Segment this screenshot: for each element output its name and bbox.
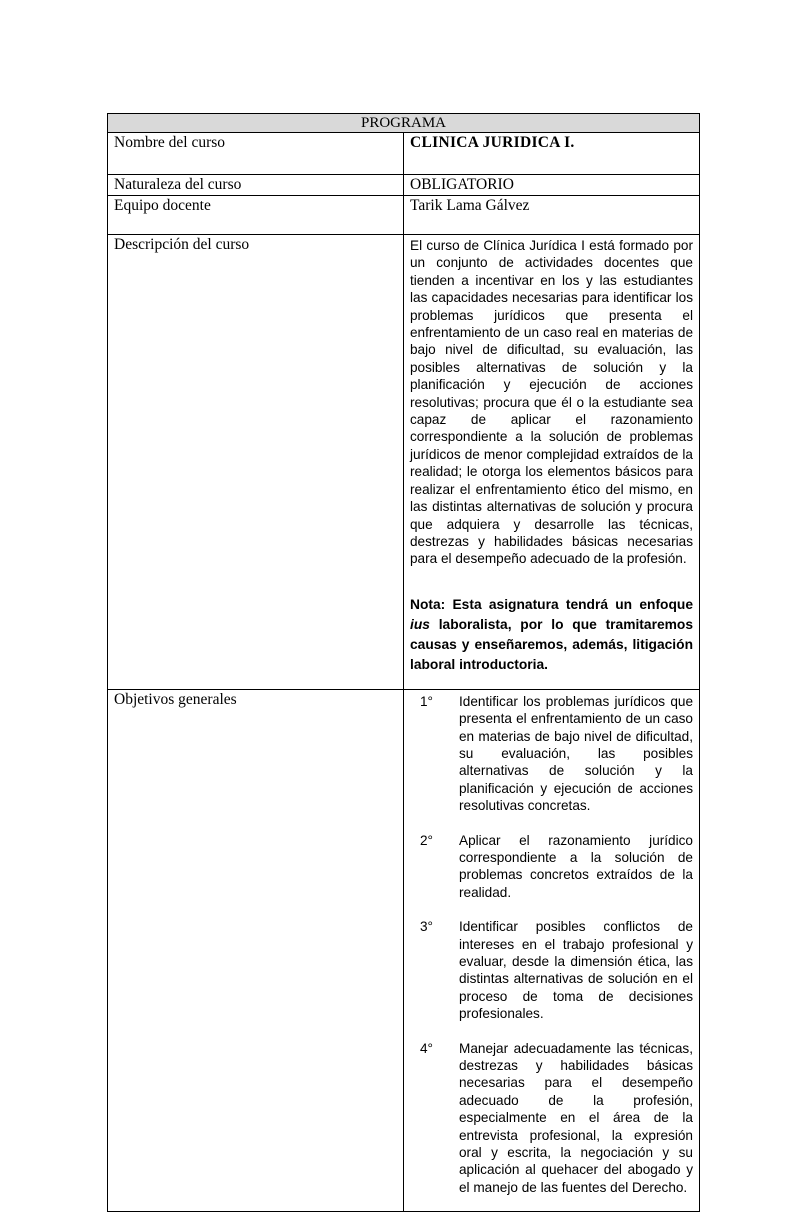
general-objectives-cell <box>404 689 700 1212</box>
course-description-text: El curso de Clínica Jurídica I está formado por un conjunto de actividades docentes que tienden a incentivar en los y las estudiantes las capacidades necesarias para identificar los problemas jurídicos que presenta el enfrentamiento de un caso real en materias de bajo nivel de dificultad, su evaluación, las posibles alternativas de solución y la planificación y ejecución de acciones resolutivas; procura que él o la estudiante sea capaz de aplicar el razonamiento correspondiente a la solución de problemas jurídicos de menor complejidad extraídos de la realidad; le otorga los elementos básicos para realizar el enfrentamiento ético del mismo, en las distintas alternativas de solución y procura que adquiera y desarrolle las técnicas, destrezas y habilidades básicas necesarias para el desempeño adecuado de la profesión. <box>410 238 693 567</box>
objective-number: 1° <box>420 693 433 709</box>
course-note <box>410 595 693 689</box>
course-name-value: CLINICA JURIDICA I. <box>404 133 700 175</box>
course-note-italic: ius <box>410 616 430 632</box>
general-objectives-label: Objetivos generales <box>108 689 404 1212</box>
objective-number: 4° <box>420 1040 433 1056</box>
course-note-prefix: Nota: Esta asignatura tendrá un enfoque <box>410 596 693 612</box>
program-table <box>107 113 700 1212</box>
objective-number: 3° <box>420 919 433 935</box>
objective-item <box>410 832 693 902</box>
objective-text: Identificar los problemas jurídicos que presenta el enfrentamiento de un caso en materias de bajo nivel de dificultad, su evaluación, las posibles alternativas de solución y la planificación y ejecución de acciones resolutivas concretas. <box>459 693 693 814</box>
course-note-suffix: laboralista, por lo que tramitaremos causas y enseñaremos, además, litigación laboral introductoria. <box>410 616 693 672</box>
teaching-team-label: Equipo docente <box>108 196 404 235</box>
course-nature-label: Naturaleza del curso <box>108 175 404 196</box>
table-header: PROGRAMA <box>108 114 700 133</box>
objective-item <box>410 918 693 1022</box>
course-description-label: Descripción del curso <box>108 235 404 690</box>
course-description-cell <box>404 235 700 690</box>
objective-text: Identificar posibles conflictos de intereses en el trabajo profesional y evaluar, desde la dimensión ética, las distintas alternativas de solución en el proceso de toma de decisiones profesionales. <box>459 919 693 1022</box>
objective-number: 2° <box>420 832 433 848</box>
objective-text: Manejar adecuadamente las técnicas, destrezas y habilidades básicas necesarias para el desempeño adecuado de la profesión, especialmente en el área de la entrevista profesional, la expresión oral y escrita, la negociación y su aplicación al quehacer del abogado y el manejo de las fuentes del Derecho. <box>459 1040 693 1195</box>
course-name-label: Nombre del curso <box>108 133 404 175</box>
teaching-team-value: Tarik Lama Gálvez <box>404 196 700 235</box>
objective-item <box>410 693 693 815</box>
course-nature-value: OBLIGATORIO <box>404 175 700 196</box>
objective-item <box>410 1040 693 1197</box>
objective-text: Aplicar el razonamiento jurídico correspondiente a la solución de problemas concretos extraídos de la realidad. <box>459 832 693 900</box>
